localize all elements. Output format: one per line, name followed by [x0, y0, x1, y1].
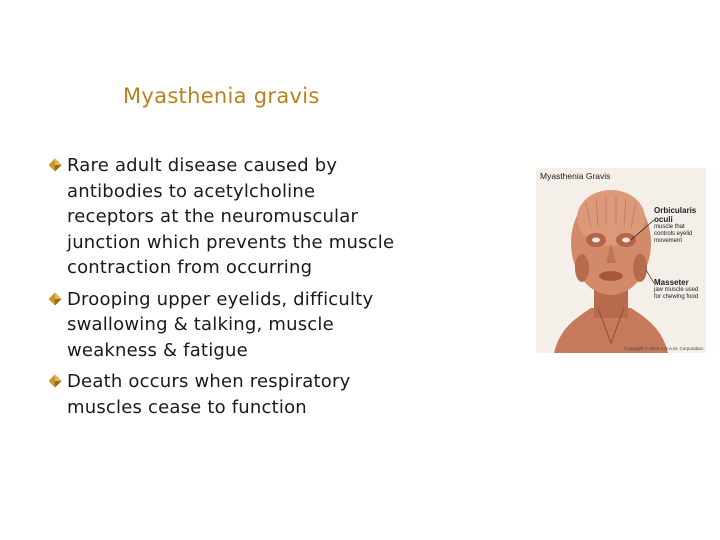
anatomy-figure — [536, 168, 706, 353]
bullet-item — [48, 369, 408, 420]
copyright-text: Copyright © 2002 A.D.A.M. Corporation — [624, 346, 703, 351]
diamond-bullet-icon — [48, 292, 62, 306]
annotation-masseter — [654, 278, 702, 301]
slide-title: Myasthenia gravis — [123, 84, 320, 108]
bullet-text: Rare adult disease caused by antibodies to acetylcholine receptors at the neuromuscular junction which prevents the muscle contraction from occurring — [67, 155, 395, 278]
annotation-orbicularis — [654, 206, 706, 245]
bullet-list — [48, 153, 408, 426]
annotation-sub: muscle that controls eyelid movement — [654, 224, 693, 244]
diamond-bullet-icon — [48, 374, 62, 388]
annotation-head: Masseter — [654, 278, 689, 287]
bullet-text: Drooping upper eyelids, difficulty swallowing & talking, muscle weakness & fatigue — [67, 288, 374, 361]
bullet-text: Death occurs when respiratory muscles cease to function — [67, 371, 351, 418]
annotation-head: Orbicularis oculi — [654, 206, 697, 224]
figure-title: Myasthenia Gravis — [540, 171, 611, 181]
annotation-sub: jaw muscle used for chewing food — [654, 287, 699, 300]
head-muscle-illustration — [536, 168, 706, 353]
diamond-bullet-icon — [48, 158, 62, 172]
bullet-item — [48, 153, 408, 281]
bullet-item — [48, 287, 408, 364]
